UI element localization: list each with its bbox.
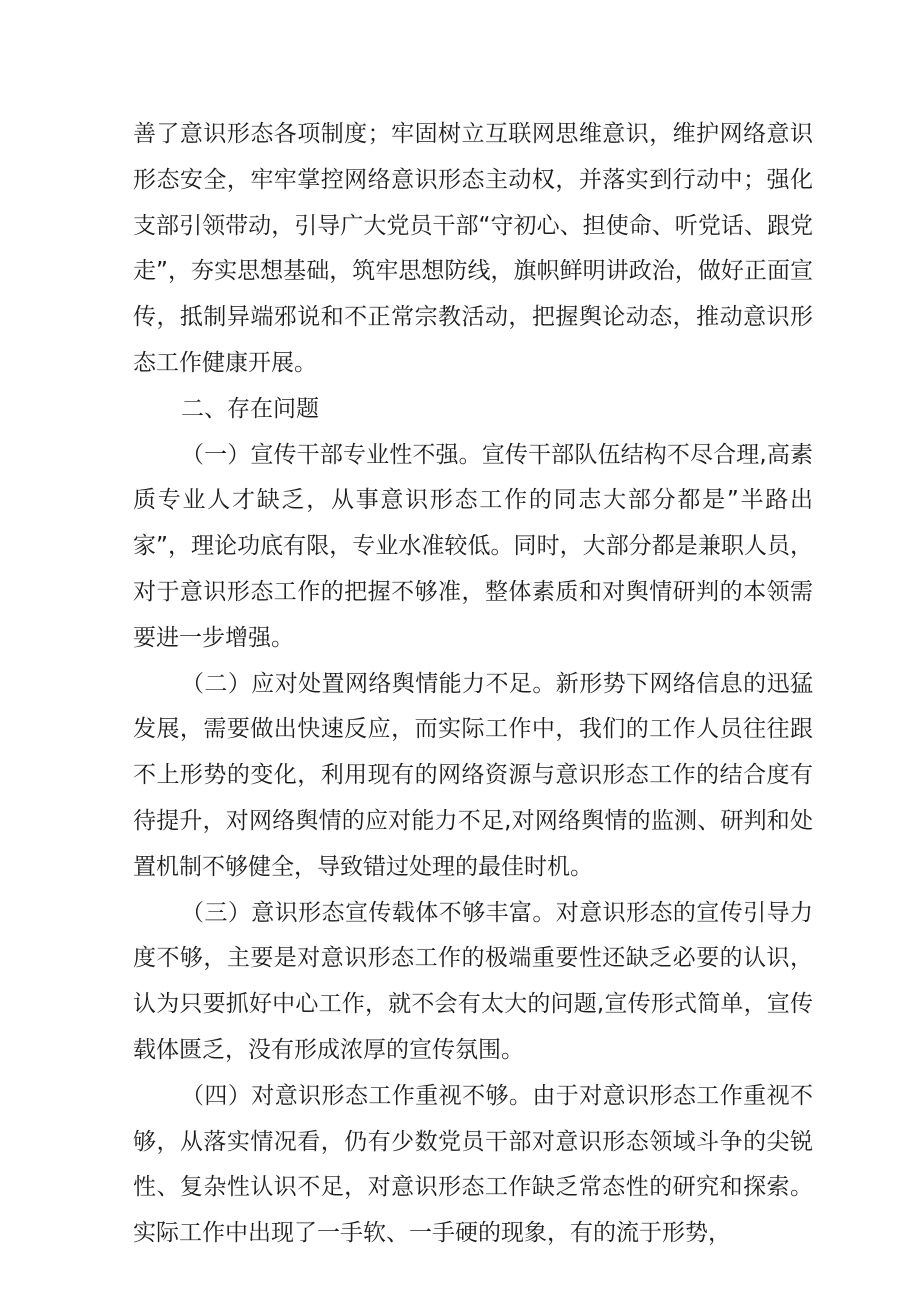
paragraph-problem-2: （二）应对处置网络舆情能力不足。新形势下网络信息的迅猛发展，需要做出快速反应，而实际工作中，我们的工作人员往往跟不上形势的变化，利用现有的网络资源与意识形态工作的结合度有待提升，对网络舆情的应对能力不足,对网络舆情的监测、研判和处置机制不够健全，导致错过处理的最佳时机。 <box>133 670 813 880</box>
section-heading-existing-problems: 二、存在问题 <box>181 395 319 422</box>
paragraph-problem-3: （三）意识形态宣传载体不够丰富。对意识形态的宣传引导力度不够，主要是对意识形态工作的极端重要性还缺乏必要的认识，认为只要抓好中心工作，就不会有太大的问题,宣传形式简单，宣传载体匮乏，没有形成浓厚的宣传氛围。 <box>133 899 813 1063</box>
paragraph-intro-continuation: 善了意识形态各项制度；牢固树立互联网思维意识，维护网络意识形态安全，牢牢掌控网络意识形态主动权，并落实到行动中；强化支部引领带动，引导广大党员干部“守初心、担使命、听党话、跟党走”，夯实思想基础，筑牢思想防线，旗帜鲜明讲政治，做好正面宣传，抵制异端邪说和不正常宗教活动，把握舆论动态，推动意识形态工作健康开展。 <box>133 121 813 376</box>
document-body <box>133 112 813 1257</box>
paragraph-problem-4: （四）对意识形态工作重视不够。由于对意识形态工作重视不够，从落实情况看，仍有少数党员干部对意识形态领域斗争的尖锐性、复杂性认识不足，对意识形态工作缺乏常态性的研究和探索。实际工作中出现了一手软、一手硬的现象，有的流于形势， <box>133 1082 813 1247</box>
paragraph-problem-1: （一）宣传干部专业性不强。宣传干部队伍结构不尽合理,高素质专业人才缺乏，从事意识形态工作的同志大部分都是”半路出家”，理论功底有限，专业水准较低。同时，大部分都是兼职人员，对于意识形态工作的把握不够准，整体素质和对舆情研判的本领需要进一步增强。 <box>133 441 813 651</box>
